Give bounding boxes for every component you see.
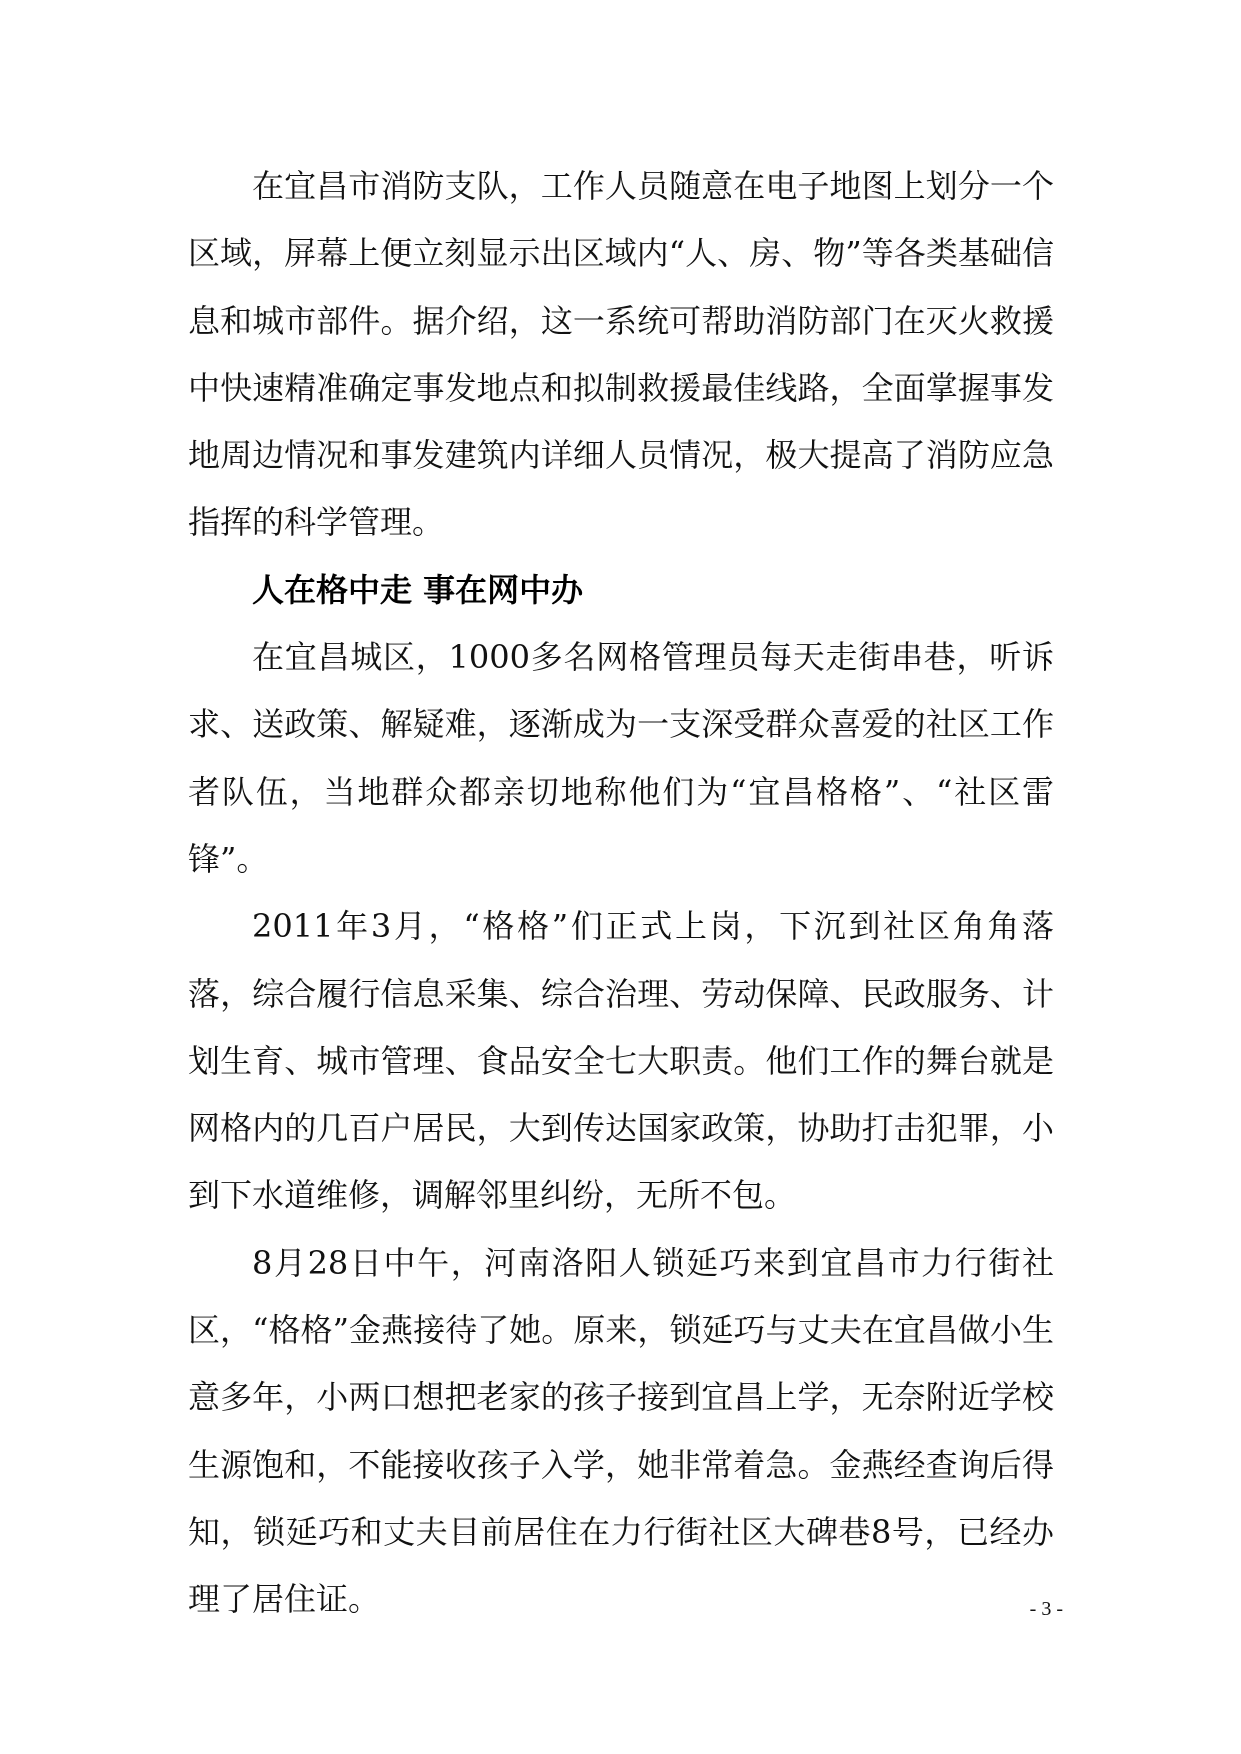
paragraph-fire-system: 在宜昌市消防支队，工作人员随意在电子地图上划分一个区域，屏幕上便立刻显示出区域内“人、房、物”等各类基础信息和城市部件。据介绍，这一系统可帮助消防部门在灭火救援中快速精准确定事发地点和拟制救援最佳线路，全面掌握事发地周边情况和事发建筑内详细人员情况，极大提高了消防应急指挥的科学管理。 xyxy=(188,167,1054,542)
document-body xyxy=(188,153,1054,1634)
paragraph-grid-managers: 在宜昌城区，1000多名网格管理员每天走街串巷，听诉求、送政策、解疑难，逐渐成为一支深受群众喜爱的社区工作者队伍，当地群众都亲切地称他们为“宜昌格格”、“社区雷锋”。 xyxy=(188,638,1054,878)
paragraph-case-story: 8月28日中午，河南洛阳人锁延巧来到宜昌市力行街社区，“格格”金燕接待了她。原来，锁延巧与丈夫在宜昌做小生意多年，小两口想把老家的孩子接到宜昌上学，无奈附近学校生源饱和，不能接收孩子入学，她非常着急。金燕经查询后得知，锁延巧和丈夫目前居住在力行街社区大碑巷8号，已经办理了居住证。 xyxy=(188,1243,1054,1619)
page-number: - 3 - xyxy=(1029,1598,1063,1620)
section-heading: 人在格中走 事在网中办 xyxy=(252,570,584,609)
paragraph-gege-duties: 2011年3月，“格格”们正式上岗，下沉到社区角角落落，综合履行信息采集、综合治理、劳动保障、民政服务、计划生育、城市管理、食品安全七大职责。他们工作的舞台就是网格内的几百户居民，大到传达国家政策，协助打击犯罪，小到下水道维修，调解邻里纠纷，无所不包。 xyxy=(188,907,1054,1215)
